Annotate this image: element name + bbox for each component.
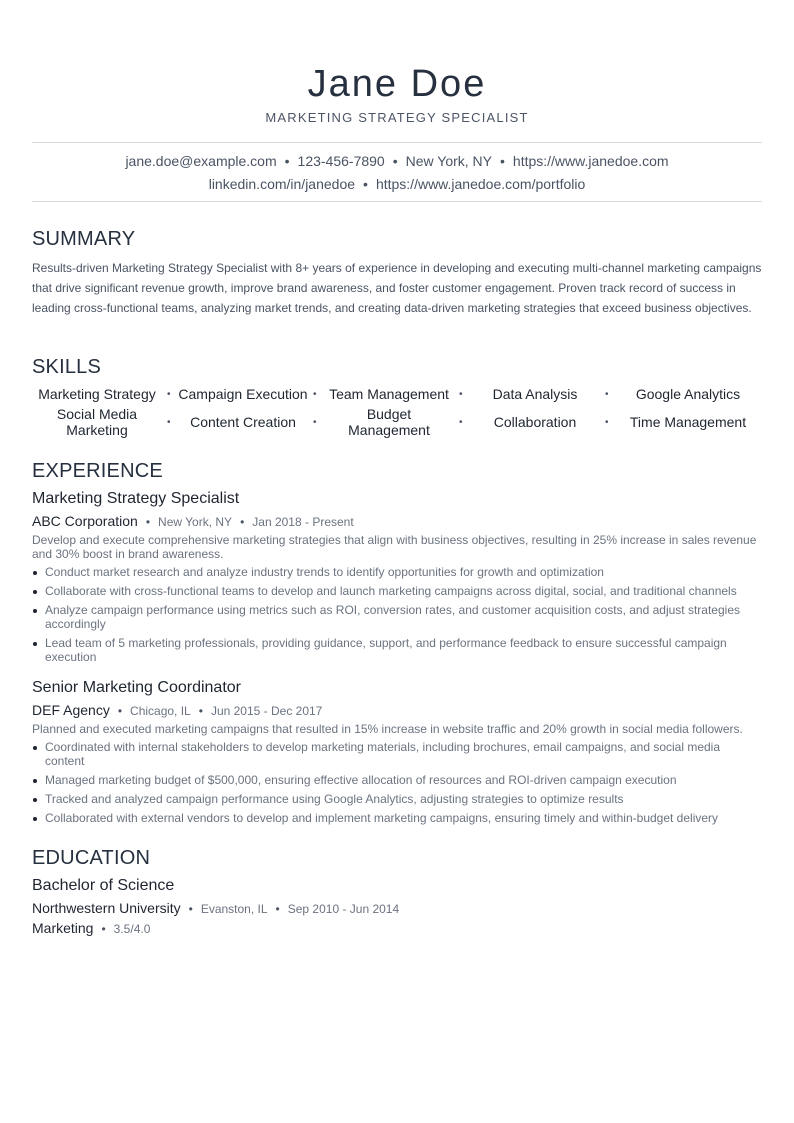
summary-heading: SUMMARY <box>32 228 136 250</box>
bullet-item: Collaborate with cross-functional teams to develop and launch marketing campaigns across digital, social, and traditional channels <box>32 584 762 598</box>
bullet-item: Lead team of 5 marketing professionals, providing guidance, support, and performance feedback to ensure successful campaign execution <box>32 636 762 664</box>
candidate-name: Jane Doe <box>307 63 487 105</box>
job-bullets <box>32 740 762 830</box>
separator-dot: • <box>101 922 106 936</box>
education-dates: Sep 2010 - Jun 2014 <box>287 902 400 916</box>
skill-item: Team Management <box>329 386 449 402</box>
separator-dot: • <box>198 704 203 718</box>
job-title: Marketing Strategy Specialist <box>32 490 240 507</box>
skill-item: Content Creation <box>190 414 296 430</box>
job-location: Chicago, IL <box>130 704 191 718</box>
contact-linkedin[interactable]: linkedin.com/in/janedoe <box>208 176 356 192</box>
contact-website[interactable]: https://www.janedoe.com <box>512 153 669 169</box>
skill-item: Collaboration <box>493 414 577 430</box>
skill-separator: • <box>313 389 317 400</box>
education-field-meta <box>32 919 150 938</box>
job-location: New York, NY <box>158 515 233 529</box>
skill-item: Social Media Marketing <box>56 406 138 438</box>
bullet-item: Collaborated with external vendors to develop and implement marketing campaigns, ensuring timely and within-budget delivery <box>32 811 762 825</box>
bullet-item: Tracked and analyzed campaign performance using Google Analytics, adjusting strategies to optimize results <box>32 792 762 806</box>
job-company: ABC Corporation <box>32 513 138 529</box>
job-dates: Jun 2015 - Dec 2017 <box>210 704 323 718</box>
job-title: Senior Marketing Coordinator <box>32 679 241 696</box>
skill-item: Time Management <box>629 414 747 430</box>
bullet-item: Conduct market research and analyze industry trends to identify opportunities for growth and optimization <box>32 565 762 579</box>
field-of-study: Marketing <box>32 920 94 936</box>
job-meta <box>32 512 354 531</box>
skill-separator: • <box>167 417 171 428</box>
school-name: Northwestern University <box>32 900 181 916</box>
school-location: Evanston, IL <box>200 902 268 916</box>
experience-heading: EXPERIENCE <box>32 460 163 482</box>
contact-portfolio[interactable]: https://www.janedoe.com/portfolio <box>375 176 586 192</box>
skill-item: Marketing Strategy <box>38 386 156 402</box>
skill-separator: • <box>167 389 171 400</box>
separator-dot: • <box>392 153 398 169</box>
header-divider-top <box>32 142 762 143</box>
separator-dot: • <box>500 153 505 169</box>
skill-item: Campaign Execution <box>178 386 308 402</box>
contact-email[interactable]: jane.doe@example.com <box>125 153 277 169</box>
separator-dot: • <box>188 902 193 916</box>
skill-item: Google Analytics <box>635 386 741 402</box>
bullet-item: Managed marketing budget of $500,000, ensuring effective allocation of resources and ROI-driven campaign execution <box>32 773 762 787</box>
separator-dot: • <box>145 515 151 529</box>
bullet-item: Coordinated with internal stakeholders to develop marketing materials, including brochures, email campaigns, and social media content <box>32 740 762 768</box>
contact-line-2 <box>32 175 762 193</box>
separator-dot: • <box>240 515 245 529</box>
skill-separator: • <box>605 389 609 400</box>
job-company: DEF Agency <box>32 702 110 718</box>
separator-dot: • <box>275 902 280 916</box>
contact-location: New York, NY <box>405 153 492 169</box>
skill-item: Data Analysis <box>492 386 578 402</box>
summary-text: Results-driven Marketing Strategy Specialist with 8+ years of experience in developing and executing multi-channel marketing campaigns that drive significant revenue growth, improve brand awareness, and foster customer engagement. Proven track record of success in leading cross-functional teams, analyzing market trends, and creating data-driven marketing strategies that exceed business objectives. <box>32 261 762 315</box>
education-meta <box>32 899 399 918</box>
job-bullets <box>32 565 762 669</box>
bullet-item: Analyze campaign performance using metrics such as ROI, conversion rates, and customer acquisition costs, and adjust strategies accordingly <box>32 603 762 631</box>
contact-phone[interactable]: 123-456-7890 <box>297 153 385 169</box>
skill-separator: • <box>313 417 317 428</box>
skills-heading: SKILLS <box>32 356 102 378</box>
degree-title: Bachelor of Science <box>32 877 175 894</box>
skill-separator: • <box>605 417 609 428</box>
job-description: Develop and execute comprehensive marketing strategies that align with business objectives, resulting in 25% increase in sales revenue and 30% boost in brand awareness. <box>32 533 757 561</box>
separator-dot: • <box>117 704 123 718</box>
separator-dot: • <box>284 153 290 169</box>
education-heading: EDUCATION <box>32 847 151 869</box>
separator-dot: • <box>363 176 368 192</box>
gpa: 3.5/4.0 <box>113 922 151 936</box>
skill-separator: • <box>459 417 463 428</box>
skill-item <box>324 406 454 438</box>
candidate-title: MARKETING STRATEGY SPECIALIST <box>265 110 529 125</box>
skill-separator: • <box>459 389 463 400</box>
skill-item-text: Budget Management <box>348 406 430 438</box>
job-dates: Jan 2018 - Present <box>252 515 354 529</box>
contact-line-1 <box>32 152 762 170</box>
header-divider-bottom <box>32 201 762 202</box>
job-meta <box>32 701 322 720</box>
job-description: Planned and executed marketing campaigns that resulted in 15% increase in website traffic and 20% growth in social media followers. <box>32 722 743 736</box>
skills-row-2 <box>32 406 762 440</box>
